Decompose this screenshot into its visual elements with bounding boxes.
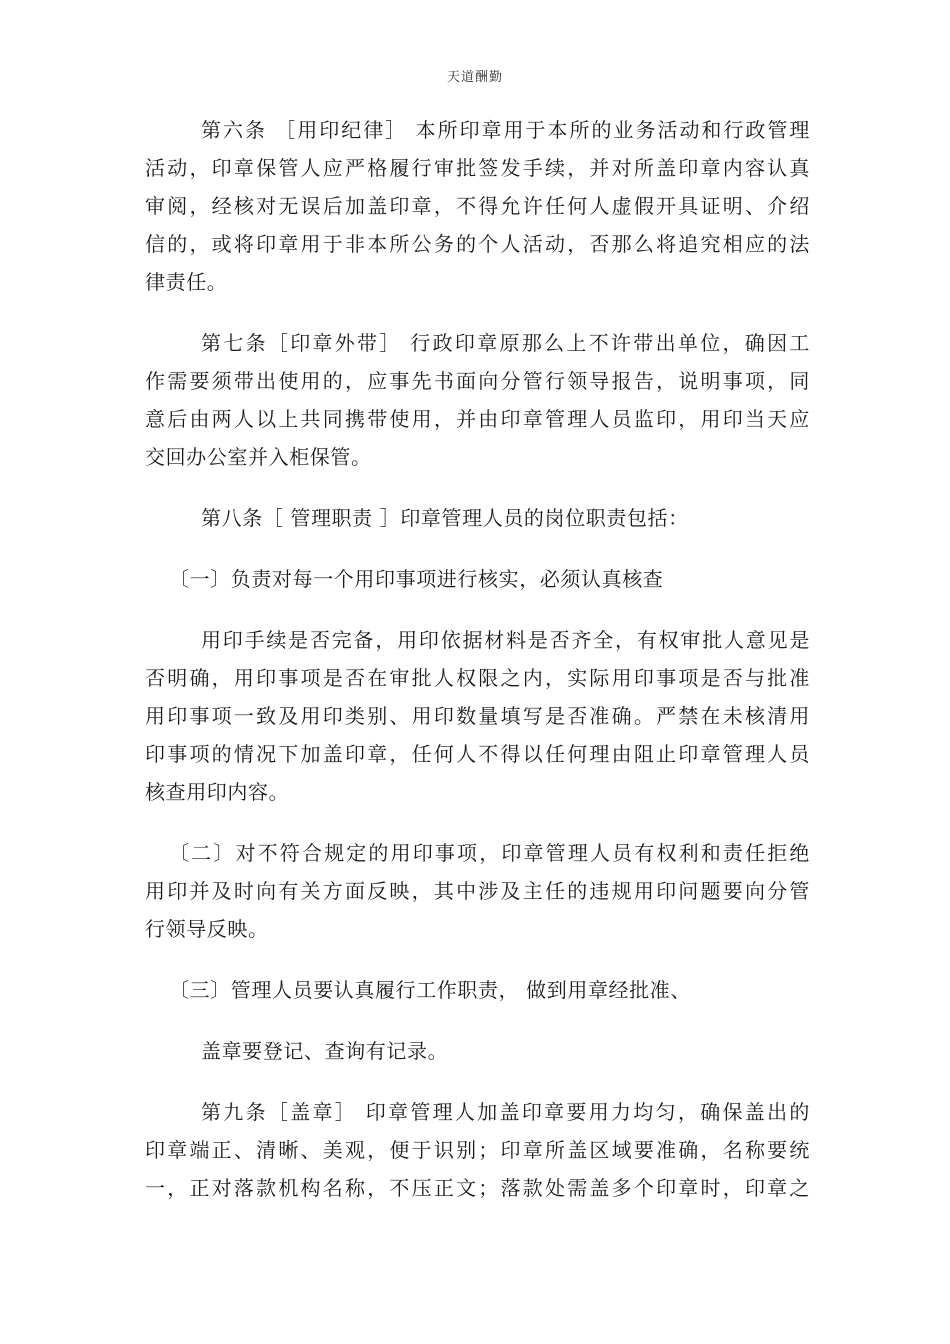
article-9-paragraph <box>145 1093 810 1207</box>
text-line: 〔三〕管理人员要认真履行工作职责， 做到用章经批准、 <box>169 978 691 1002</box>
text-line: 〔二〕对不符合规定的用印事项，印章管理人员有权利和责任拒绝 <box>169 841 810 865</box>
text-line: 第八条［ 管理职责 ］印章管理人员的岗位职责包括： <box>201 506 689 530</box>
item-1-heading <box>145 560 810 598</box>
text-line: 律责任。 <box>145 270 228 294</box>
item-3-paragraph <box>145 971 810 1009</box>
text-line: 信的，或将印章用于非本所公务的个人活动，否那么将追究相应的法 <box>145 232 810 256</box>
text-line: 用印手续是否完备，用印依据材料是否齐全，有权审批人意见是 <box>201 628 810 652</box>
article-6-paragraph <box>145 111 810 301</box>
article-8-paragraph <box>145 499 810 537</box>
text-line: 印章端正、清晰、美观，便于识别；印章所盖区域要准确，名称要统 <box>145 1138 810 1162</box>
text-line: 审阅，经核对无误后加盖印章，不得允许任何人虚假开具证明、介绍 <box>145 194 810 218</box>
item-1-body <box>145 621 810 811</box>
text-line: 作需要须带出使用的，应事先书面向分管行领导报告，说明事项，同 <box>145 369 810 393</box>
article-7-paragraph <box>145 324 810 476</box>
text-line: 第九条［盖章］ 印章管理人加盖印章要用力均匀，确保盖出的 <box>201 1100 810 1124</box>
text-line: 第七条［印章外带］ 行政印章原那么上不许带出单位，确因工 <box>201 331 810 355</box>
item-2-paragraph <box>145 834 810 948</box>
text-line: 活动，印章保管人应严格履行审批签发手续，并对所盖印章内容认真 <box>145 156 810 180</box>
text-line: 交回办公室并入柜保管。 <box>145 445 372 469</box>
text-line: 意后由两人以上共同携带使用，并由印章管理人员监印，用印当天应 <box>145 407 810 431</box>
text-line: 核查用印内容。 <box>145 780 290 804</box>
text-line: 行领导反映。 <box>145 917 269 941</box>
text-line: 一，正对落款机构名称，不压正文；落款处需盖多个印章时，印章之 <box>145 1176 810 1200</box>
page-header: 天道酬勤 <box>446 70 503 85</box>
text-line: 盖章要登记、查询有记录。 <box>201 1039 449 1063</box>
text-line: 用印并及时向有关方面反映，其中涉及主任的违规用印问题要向分管 <box>145 879 810 903</box>
text-line: 否明确，用印事项是否在审批人权限之内，实际用印事项是否与批准 <box>145 666 810 690</box>
text-line: 用印事项一致及用印类别、用印数量填写是否准确。严禁在未核清用 <box>145 704 810 728</box>
text-line: 〔一〕负责对每一个用印事项进行核实，必须认真核查 <box>169 567 664 591</box>
text-line: 第六条 ［用印纪律］ 本所印章用于本所的业务活动和行政管理 <box>201 118 810 142</box>
item-3-continuation <box>145 1032 810 1070</box>
document-body <box>145 111 810 1230</box>
text-line: 印事项的情况下加盖印章，任何人不得以任何理由阻止印章管理人员 <box>145 742 810 766</box>
